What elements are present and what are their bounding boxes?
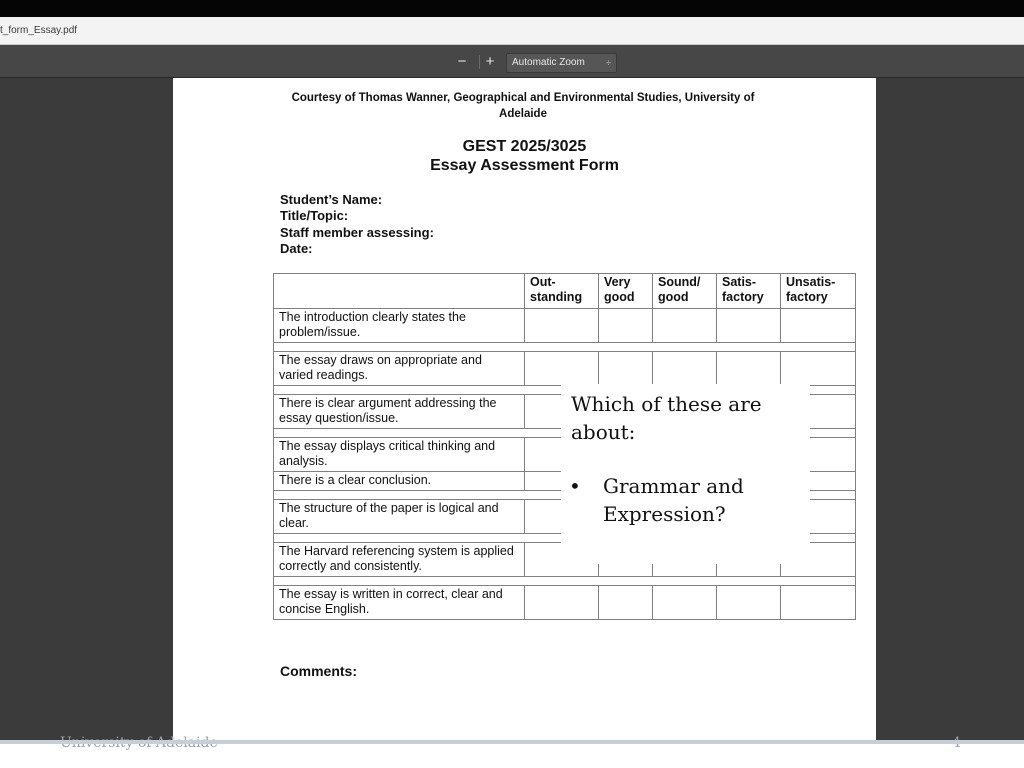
zoom-in-button[interactable]: + (485, 53, 495, 70)
url-text: t_form_Essay.pdf (0, 25, 78, 36)
field-date: Date: (280, 241, 313, 256)
criterion-cell: There is clear argument addressing the essay question/issue. (274, 395, 525, 429)
callout-item: Grammar and Expression? (603, 474, 744, 526)
course-code: GEST 2025/3025 (462, 138, 587, 155)
rating-cell (599, 586, 653, 620)
callout-question: Which of these are about: (571, 392, 762, 444)
criterion-cell: The structure of the paper is logical and clear. (274, 500, 525, 534)
rating-cell (653, 586, 717, 620)
table-header-cell: Unsatis-factory (781, 274, 856, 309)
table-spacer-row (274, 343, 856, 352)
rating-cell (781, 586, 856, 620)
form-title: Essay Assessment Form (430, 157, 619, 174)
rating-cell (717, 309, 781, 343)
address-bar[interactable] (0, 17, 1024, 45)
criterion-cell: There is a clear conclusion. (274, 472, 525, 491)
table-header-row (274, 274, 856, 309)
table-row (274, 352, 856, 386)
rating-cell (599, 352, 653, 386)
field-student-name: Student’s Name: (280, 192, 383, 207)
rating-cell (599, 309, 653, 343)
toolbar-separator (479, 55, 480, 69)
criterion-cell: The introduction clearly states the problem/issue. (274, 309, 525, 343)
table-header-cell: Satis-factory (717, 274, 781, 309)
rating-cell (525, 309, 599, 343)
criterion-cell: The Harvard referencing system is applied correctly and consistently. (274, 543, 525, 577)
pdf-toolbar (0, 45, 1024, 78)
rating-cell (653, 352, 717, 386)
pdf-viewer[interactable] (0, 78, 1024, 740)
courtesy-line: Courtesy of Thomas Wanner, Geographical and Environmental Studies, University of Adelaide (291, 92, 755, 120)
comments-label: Comments: (280, 663, 358, 679)
criterion-cell: The essay is written in correct, clear and concise English. (274, 586, 525, 620)
footer-divider (0, 740, 1024, 744)
rating-cell (717, 586, 781, 620)
rating-cell (717, 352, 781, 386)
field-title-topic: Title/Topic: (280, 208, 349, 223)
window-top-bar (0, 0, 1024, 17)
chevron-updown-icon: ÷ (606, 58, 611, 68)
table-header-cell: Out-standing (525, 274, 599, 309)
rating-cell (781, 309, 856, 343)
table-row (274, 586, 856, 620)
zoom-select[interactable] (506, 53, 617, 73)
criterion-cell: The essay displays critical thinking and analysis. (274, 438, 525, 472)
table-spacer-row (274, 577, 856, 586)
rating-cell (653, 309, 717, 343)
zoom-out-button[interactable]: − (457, 53, 467, 70)
bullet-icon: • (569, 474, 581, 498)
rating-cell (525, 352, 599, 386)
criterion-cell: The essay draws on appropriate and varied readings. (274, 352, 525, 386)
question-callout (561, 384, 810, 564)
table-header-cell: Sound/ good (653, 274, 717, 309)
field-staff-member: Staff member assessing: (280, 225, 434, 240)
zoom-select-value: Automatic Zoom (512, 57, 585, 68)
rating-cell (525, 586, 599, 620)
table-header-cell: Very good (599, 274, 653, 309)
table-row (274, 309, 856, 343)
rating-cell (781, 352, 856, 386)
table-header-cell (274, 274, 525, 309)
